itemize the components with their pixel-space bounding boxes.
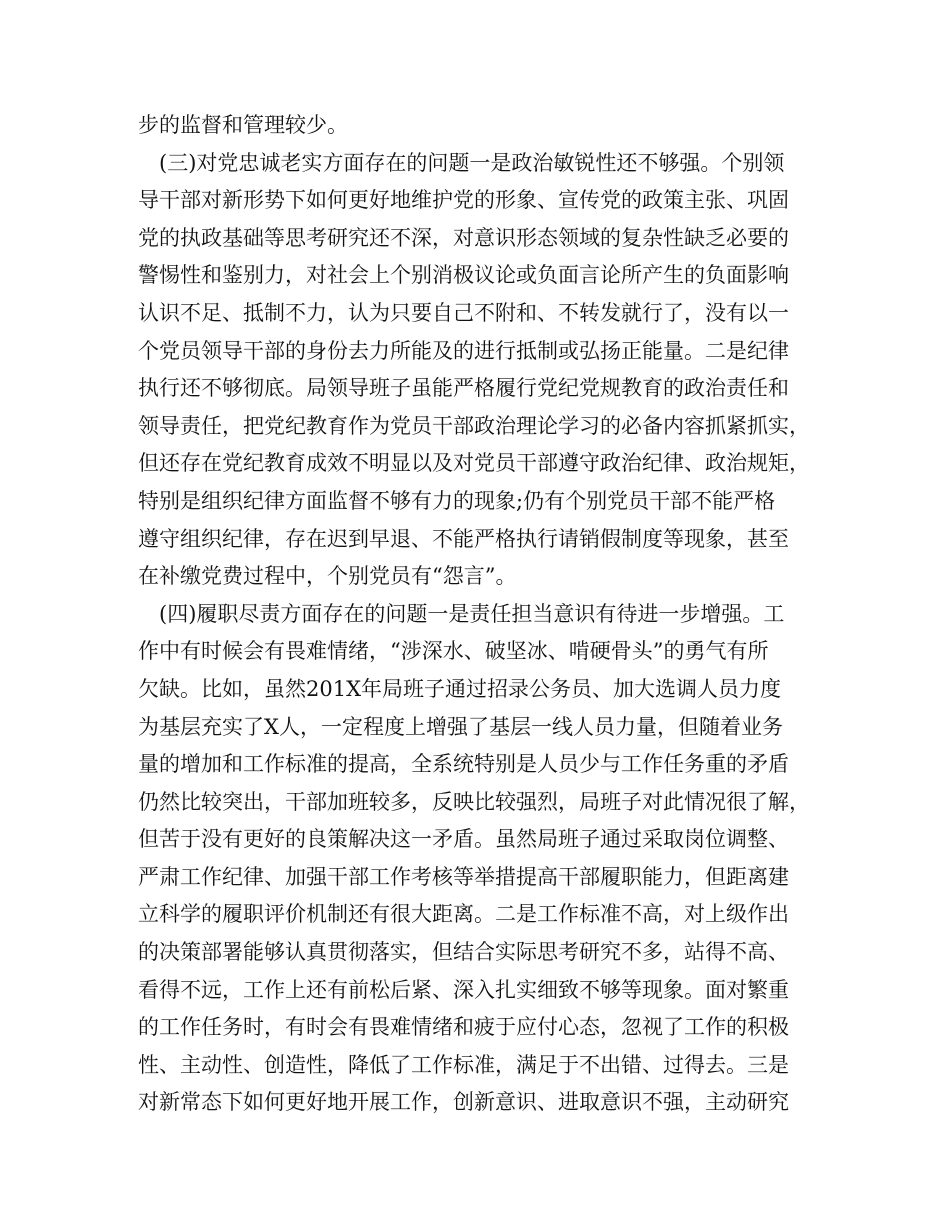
text-line: 仍然比较突出，干部加班较多，反映比较强烈，局班子对此情况很了解， bbox=[138, 789, 810, 814]
text-line: 领导责任，把党纪教育作为党员干部政治理论学习的必备内容抓紧抓实， bbox=[138, 413, 810, 438]
text-line: 立科学的履职评价机制还有很大距离。二是工作标准不高，对上级作出 bbox=[138, 902, 789, 927]
text-line: 但苦于没有更好的良策解决这一矛盾。虽然局班子通过采取岗位调整、 bbox=[138, 827, 789, 852]
text-line: 警惕性和鉴别力，对社会上个别消极议论或负面言论所产生的负面影响 bbox=[138, 263, 789, 288]
text-line: 遵守组织纪律，存在迟到早退、不能严格执行请销假制度等现象，甚至 bbox=[138, 526, 789, 551]
text-line: 量的增加和工作标准的提高，全系统特别是人员少与工作任务重的矛盾 bbox=[138, 752, 789, 777]
text-line: 严肃工作纪律、加强干部工作考核等举措提高干部履职能力，但距离建 bbox=[138, 864, 789, 889]
text-line: 认识不足、抵制不力，认为只要自己不附和、不转发就行了，没有以一 bbox=[138, 300, 789, 325]
text-line: 的决策部署能够认真贯彻落实，但结合实际思考研究不多，站得不高、 bbox=[138, 940, 789, 965]
text-line: 欠缺。比如，虽然201X年局班子通过招录公务员、加大选调人员力度 bbox=[138, 676, 782, 701]
text-line: 特别是组织纪律方面监督不够有力的现象;仍有个别党员干部不能严格 bbox=[138, 488, 776, 513]
text-line: 作中有时候会有畏难情绪，“涉深水、破坚冰、啃硬骨头”的勇气有所 bbox=[138, 639, 769, 664]
text-line: 执行还不够彻底。局领导班子虽能严格履行党纪党规教育的政治责任和 bbox=[138, 376, 789, 401]
text-line: 但还存在党纪教育成效不明显以及对党员干部遵守政治纪律、政治规矩， bbox=[138, 451, 810, 476]
text-line: 个党员领导干部的身份去力所能及的进行抵制或弘扬正能量。二是纪律 bbox=[138, 338, 789, 363]
text-line: 的工作任务时，有时会有畏难情绪和疲于应付心态，忽视了工作的积极 bbox=[138, 1015, 789, 1040]
text-line: 导干部对新形势下如何更好地维护党的形象、宣传党的政策主张、巩固 bbox=[138, 188, 789, 213]
text-line: 党的执政基础等思考研究还不深，对意识形态领域的复杂性缺乏必要的 bbox=[138, 225, 789, 250]
text-line: 在补缴党费过程中，个别党员有“怨言”。 bbox=[138, 564, 517, 589]
text-line: 为基层充实了X人，一定程度上增强了基层一线人员力量，但随着业务 bbox=[138, 714, 783, 739]
text-line: 对新常态下如何更好地开展工作，创新意识、进取意识不强，主动研究 bbox=[138, 1090, 789, 1115]
body-text bbox=[138, 107, 828, 1122]
text-line: 性、主动性、创造性，降低了工作标准，满足于不出错、过得去。三是 bbox=[138, 1052, 789, 1077]
text-line: 步的监督和管理较少。 bbox=[138, 113, 348, 137]
text-line: (三)对党忠诚老实方面存在的问题一是政治敏锐性还不够强。个别领 bbox=[138, 150, 785, 175]
text-line: (四)履职尽责方面存在的问题一是责任担当意识有待进一步增强。工 bbox=[138, 601, 785, 626]
text-line: 看得不远，工作上还有前松后紧、深入扎实细致不够等现象。面对繁重 bbox=[138, 977, 789, 1002]
